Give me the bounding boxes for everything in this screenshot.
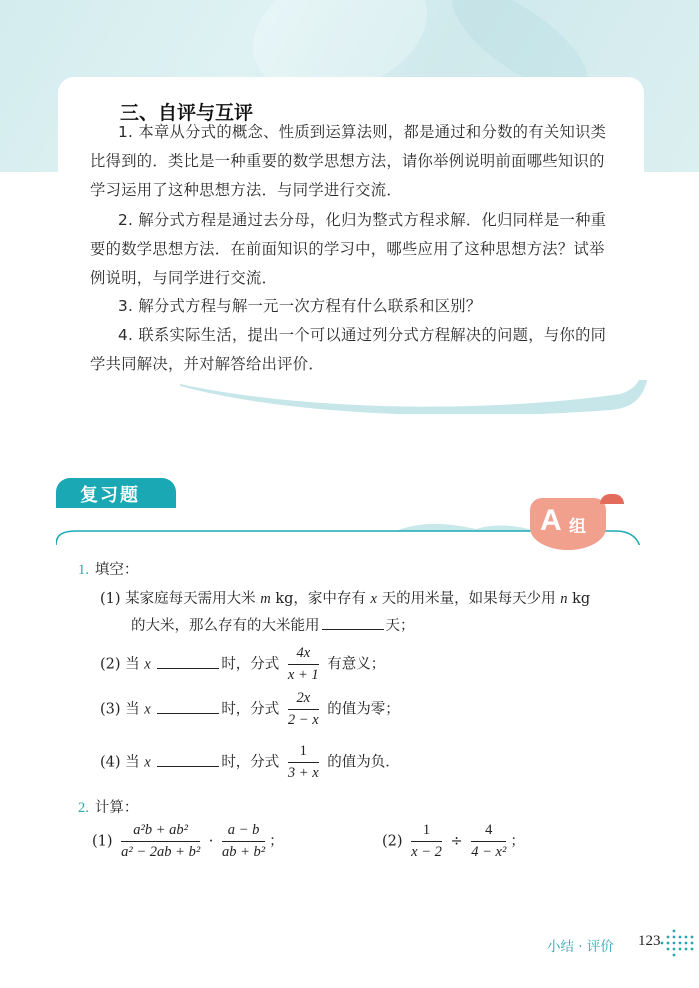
fraction: $\frac{4x}{x + 1}$	[287, 645, 319, 683]
fraction: $\frac{1}{3 + x}$	[287, 743, 319, 781]
q1-item-1-line1: (1) 某家庭每天需用大米 m kg，家中存有 x 天的用米量，如果每天少用 n kg	[100, 591, 591, 607]
q2-item-1: (1) $\frac{\text{a²b + ab²}}{\text{a² − 2ab + b²}}$ · $\frac{a - b}{\text{ab + b²}}$ ；	[92, 822, 284, 860]
page-number: 123	[638, 933, 661, 949]
review-tab-label: 复习题	[80, 485, 140, 506]
paragraph-3: 3. 解分式方程与解一元一次方程有什么联系和区别？	[118, 297, 482, 315]
paragraph-2: 2. 解分式方程是通过去分母，化归为整式方程求解．化归同样是一种重要的数学思想方法．在前面知识的学习中，哪些应用了这种思想方法？试举例说明，与同学进行交流．	[90, 211, 607, 287]
answer-blank[interactable]	[157, 656, 219, 669]
paragraph-1: 1. 本章从分式的概念、性质到运算法则，都是通过和分数的有关知识类比得到的．类比是一种重要的数学思想方法，请你举例说明前面哪些知识的学习运用了这种思想方法．与同学进行交流．	[90, 123, 607, 199]
question-2-header: 2. 计算：	[78, 800, 139, 816]
answer-blank[interactable]	[322, 617, 384, 630]
q1-item-2: (2) 当 x 时，分式 $\frac{4x}{x + 1}$ 有意义；	[100, 645, 386, 683]
footer-section-label: 小结 · 评价	[547, 939, 614, 955]
fraction: $\frac{2x}{2 - x}$	[287, 690, 319, 728]
answer-blank[interactable]	[157, 701, 219, 714]
q1-item-4: (4) 当 x 时，分式 $\frac{1}{3 + x}$ 的值为负．	[100, 743, 400, 781]
group-badge	[530, 498, 606, 550]
dot-grid-icon	[660, 928, 696, 958]
section-title: 三、自评与互评	[120, 102, 254, 124]
fraction: $\frac{\text{a²b + ab²}}{\text{a² − 2ab + b²}}$	[121, 822, 201, 860]
q1-item-1-line2: 的大米，那么存有的大米能用 天；	[131, 618, 415, 634]
group-label: 组	[569, 517, 586, 537]
fraction: $\frac{4}{\text{4 − x²}}$	[471, 822, 507, 860]
review-tab	[56, 478, 176, 508]
question-1-header: 1. 填空：	[78, 562, 139, 578]
group-letter: A	[540, 504, 562, 537]
fraction: $\frac{1}{x - 2}$	[411, 822, 442, 860]
q2-item-2: (2) $\frac{1}{x - 2}$ ÷ $\frac{4}{\text{4 − x²}}$ ；	[382, 822, 525, 860]
paragraph-4: 4. 联系实际生活，提出一个可以通过列分式方程解决的问题，与你的同学共同解决，并对解答给出评价．	[90, 326, 607, 373]
answer-blank[interactable]	[157, 754, 219, 767]
q1-item-3: (3) 当 x 时，分式 $\frac{2x}{2 - x}$ 的值为零；	[100, 690, 400, 728]
fraction: $\frac{a - b}{\text{ab + b²}}$	[222, 822, 266, 860]
card-swoosh-decoration	[180, 380, 650, 414]
badge-ear	[600, 494, 624, 504]
